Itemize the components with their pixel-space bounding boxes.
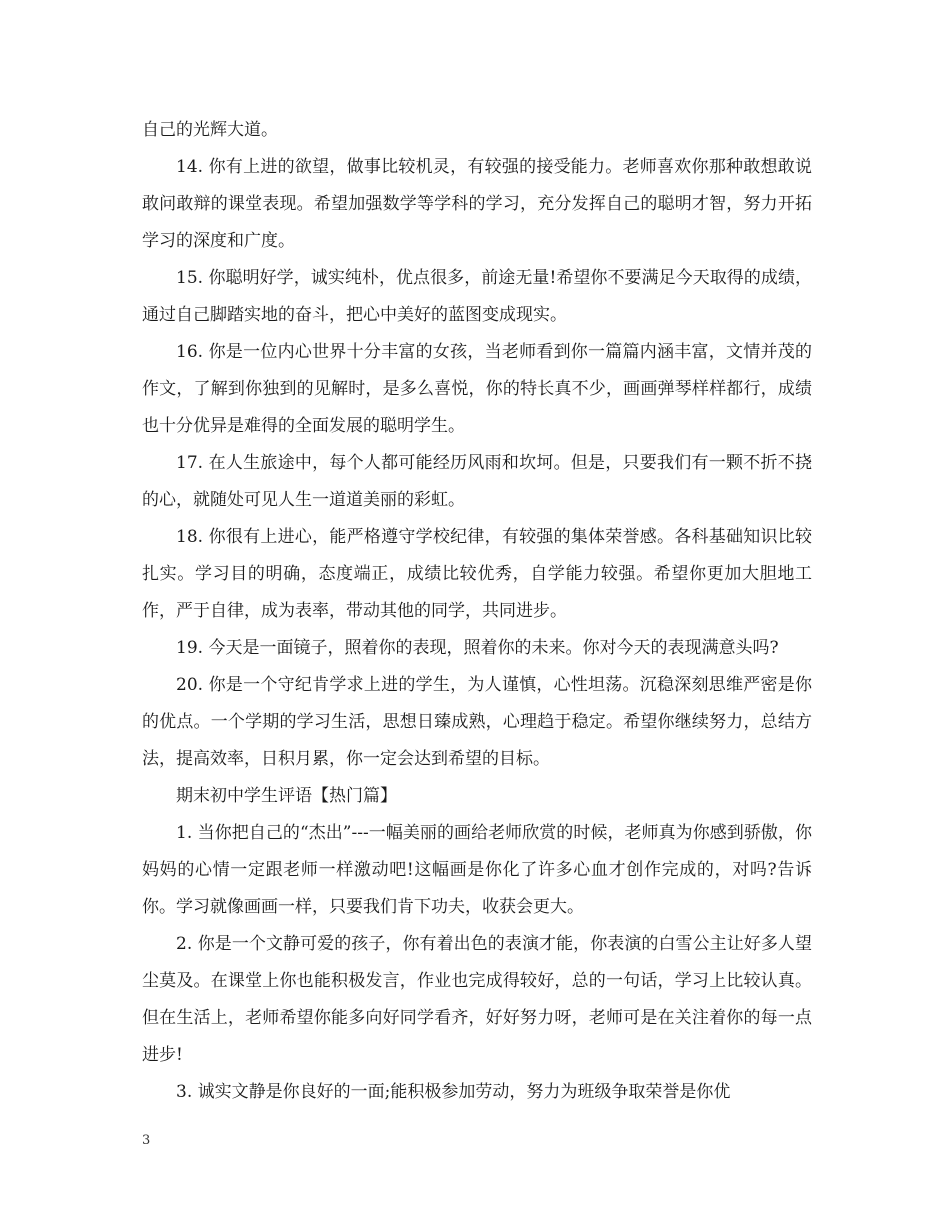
- paragraph: 19. 今天是一面镜子，照着你的表现，照着你的未来。你对今天的表现满意头吗?: [176, 638, 779, 658]
- paragraph: 16. 你是一位内心世界十分丰富的女孩，当老师看到你一篇篇内涵丰富，文情并茂的作文，了解到你独到的见解时，是多么喜悦，你的特长真不少，画画弹琴样样都行，成绩也十分优异是难得的全面发展的聪明学生。: [142, 342, 812, 436]
- section-heading: 期末初中学生评语【热门篇】: [176, 786, 397, 806]
- paragraph: 14. 你有上进的欲望，做事比较机灵，有较强的接受能力。老师喜欢你那种敢想敢说敢问敢辩的课堂表现。希望加强数学等学科的学习，充分发挥自己的聪明才智，努力开拓学习的深度和广度。: [142, 157, 812, 251]
- paragraph: 3. 诚实文静是你良好的一面;能积极参加劳动，努力为班级争取荣誉是你优: [176, 1082, 731, 1102]
- paragraph: 15. 你聪明好学，诚实纯朴，优点很多，前途无量!希望你不要满足今天取得的成绩，通过自己脚踏实地的奋斗，把心中美好的蓝图变成现实。: [142, 268, 812, 325]
- paragraph: 18. 你很有上进心，能严格遵守学校纪律，有较强的集体荣誉感。各科基础知识比较扎实。学习目的明确，态度端正，成绩比较优秀，自学能力较强。希望你更加大胆地工作，严于自律，成为表率，带动其他的同学，共同进步。: [142, 527, 812, 621]
- paragraph: 2. 你是一个文静可爱的孩子，你有着出色的表演才能，你表演的白雪公主让好多人望尘莫及。在课堂上你也能积极发言，作业也完成得较好，总的一句话，学习上比较认真。但在生活上，老师希望你能多向好同学看齐，好好努力呀，老师可是在关注着你的每一点进步!: [142, 934, 812, 1065]
- paragraph: 20. 你是一个守纪肯学求上进的学生，为人谨慎，心性坦荡。沉稳深刻思维严密是你的优点。一个学期的学习生活，思想日臻成熟，心理趋于稳定。希望你继续努力，总结方法，提高效率，日积月累，你一定会达到希望的目标。: [142, 675, 812, 769]
- body-text: [142, 112, 812, 1111]
- paragraph: 1. 当你把自己的“杰出”---一幅美丽的画给老师欣赏的时候，老师真为你感到骄傲，你妈妈的心情一定跟老师一样激动吧!这幅画是你化了许多心血才创作完成的，对吗?告诉你。学习就像画画一样，只要我们肯下功夫，收获会更大。: [142, 823, 812, 917]
- page-number: 3: [142, 1133, 151, 1148]
- paragraph: 17. 在人生旅途中，每个人都可能经历风雨和坎坷。但是，只要我们有一颗不折不挠的心，就随处可见人生一道道美丽的彩虹。: [142, 453, 812, 510]
- paragraph: 自己的光辉大道。: [142, 120, 278, 140]
